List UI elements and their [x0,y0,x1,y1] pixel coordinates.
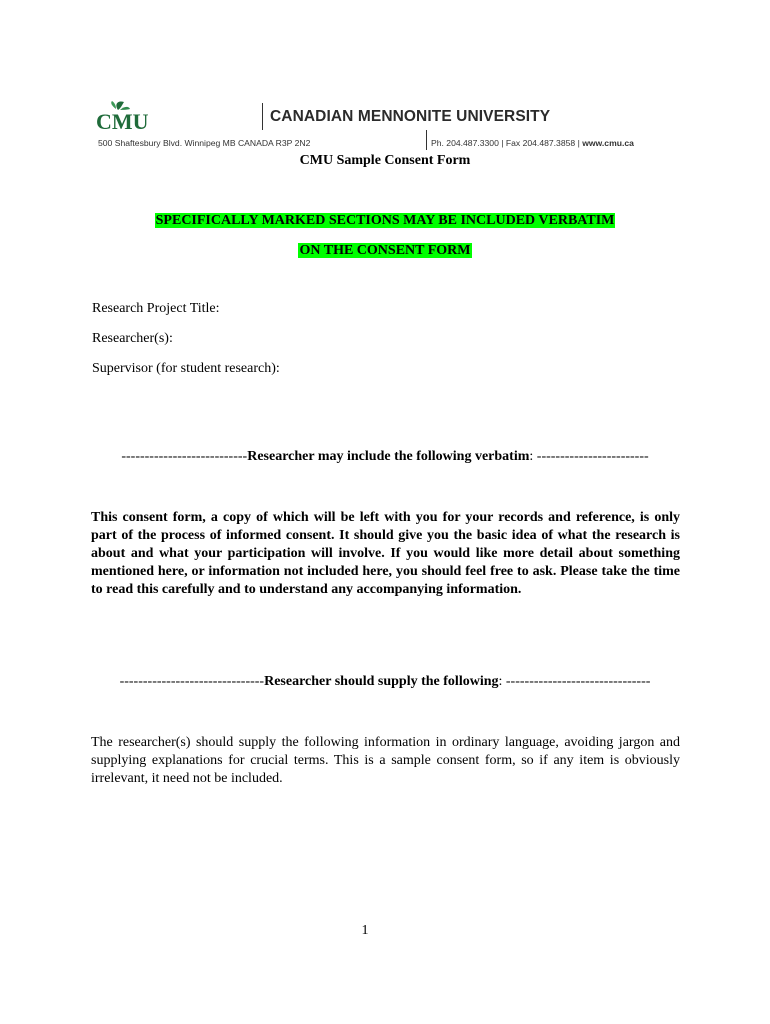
banner-line-1 [0,211,770,229]
section-label: Researcher should supply the following [264,674,499,689]
banner-text-2: ON THE CONSENT FORM [299,243,471,258]
supply-paragraph: The researcher(s) should supply the following information in ordinary language, avoiding jargon and supplying explanations for crucial terms. This is a sample consent form, so if any item is obviously irrelevant, it need not be included. [91,735,680,786]
section-label: Researcher may include the following verbatim [247,449,530,464]
contact-info [431,138,634,148]
separator: | [577,138,580,148]
divider-colon: : [498,674,503,689]
logo-divider [262,103,263,130]
logo-text: CMU [96,109,149,132]
banner-text-1: SPECIFICALLY MARKED SECTIONS MAY BE INCLUDED VERBATIM [155,213,615,228]
supervisor-field: Supervisor (for student research): [92,361,280,376]
page-number: 1 [361,923,369,938]
divider-lead-dashes: ------------------------------- [119,674,265,689]
divider-trail-dashes: ------------------------ [533,449,649,464]
section-divider-verbatim [90,449,680,465]
divider-colon: : [529,449,534,464]
divider-lead-dashes: --------------------------- [121,449,248,464]
university-address: 500 Shaftesbury Blvd. Winnipeg MB CANADA R3P 2N2 [98,138,311,148]
contact-divider [426,130,427,150]
separator: | [501,138,504,148]
divider-trail-dashes: ------------------------------- [502,674,651,689]
project-title-field: Research Project Title: [92,301,220,316]
phone-number: Ph. 204.487.3300 [431,138,499,148]
section-divider-supply [90,674,680,690]
banner-line-2 [0,241,770,259]
university-name: CANADIAN MENNONITE UNIVERSITY [270,108,551,125]
cmu-logo [96,100,160,132]
fax-number: Fax 204.487.3858 [505,138,576,148]
researchers-field: Researcher(s): [92,331,173,346]
website-link[interactable]: www.cmu.ca [582,138,634,148]
letterhead [96,100,656,152]
document-title: CMU Sample Consent Form [299,153,471,168]
verbatim-paragraph: This consent form, a copy of which will be left with you for your records and reference, is only part of the process of informed consent. It should give you the basic idea of what the research is about and what your participation will involve. If you would like more detail about something mentioned here, or information not included here, you should feel free to ask. Please take the time to read this carefully and to understand any accompanying information. [91,510,680,597]
